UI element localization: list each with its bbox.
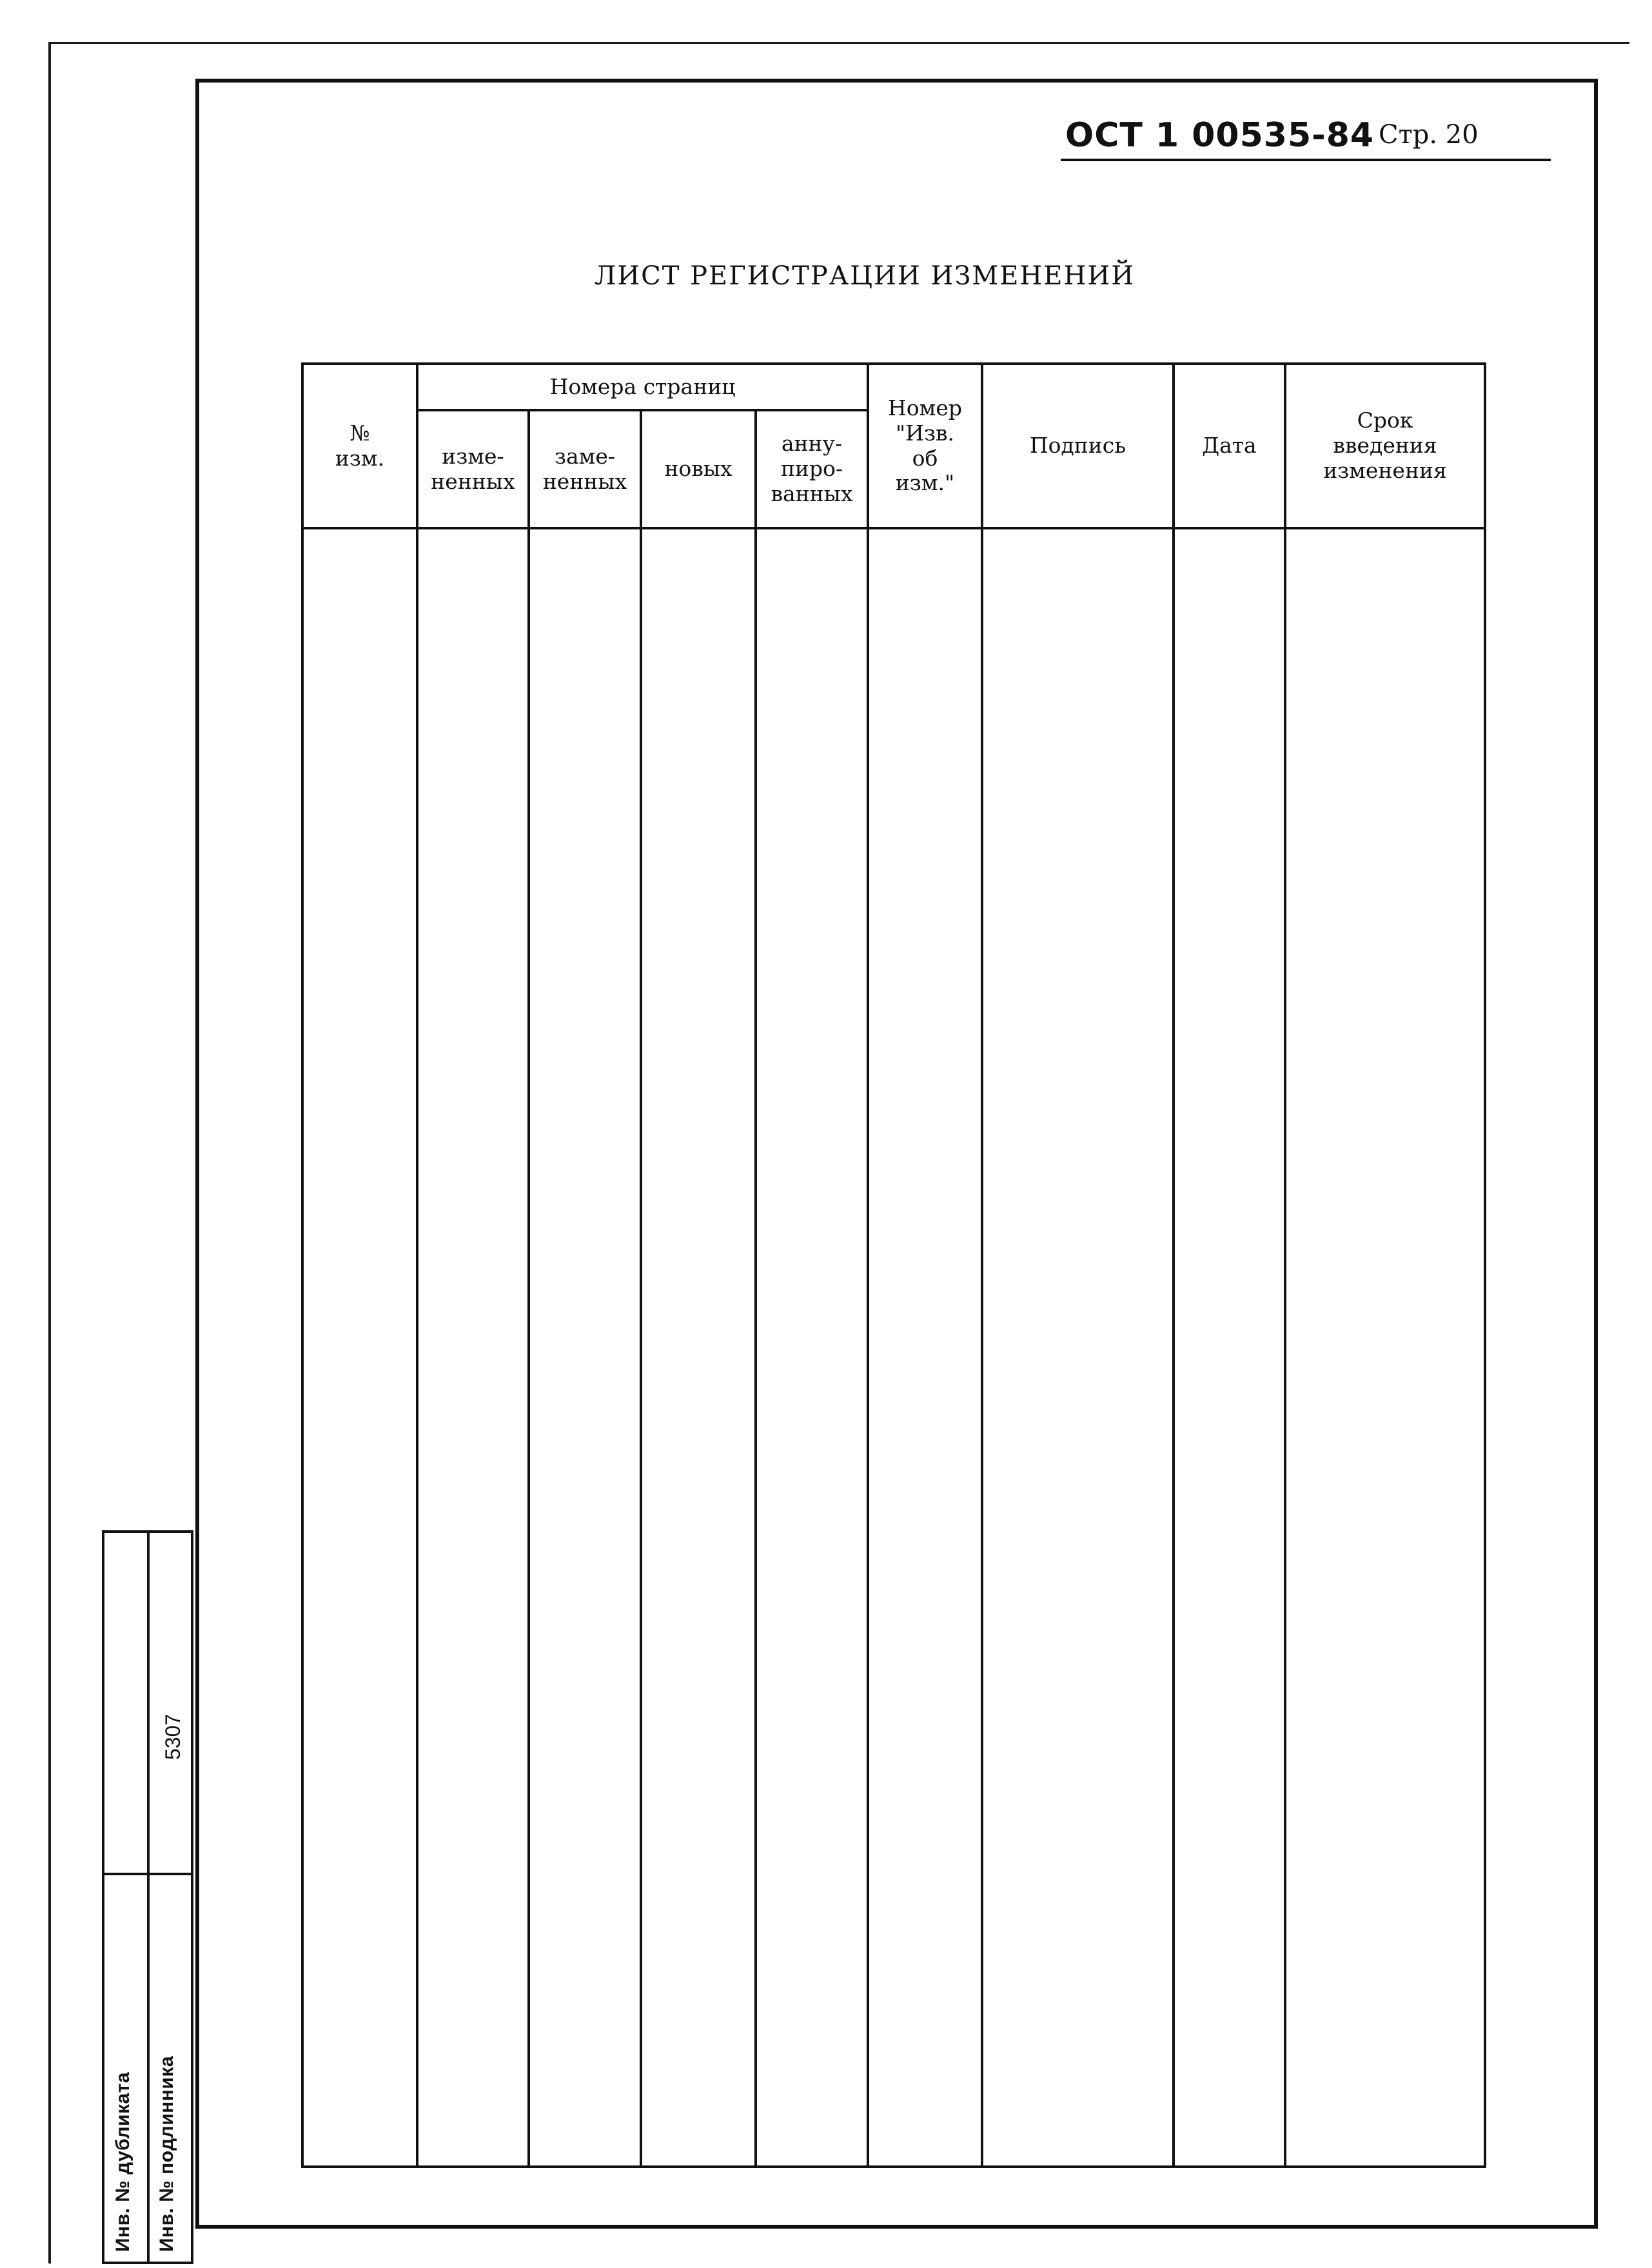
inventory-number: 5307 <box>161 1713 184 1760</box>
stamp-divider-vertical <box>147 1533 150 2262</box>
cell-replaced-pages <box>529 528 641 2167</box>
cell-notice-number <box>868 528 982 2167</box>
group-page-numbers: Номера страниц <box>417 364 868 410</box>
col-date: Дата <box>1174 364 1285 528</box>
col-notice-number: Номер "Изв. об изм." <box>868 364 982 528</box>
cell-signature <box>982 528 1174 2167</box>
original-inventory-label: Инв. № подлинника <box>156 2055 177 2252</box>
col-new-pages: новых <box>641 410 756 528</box>
col-changed-pages: изме- ненных <box>417 410 529 528</box>
change-registration-table <box>301 362 1486 2168</box>
header-underline <box>1061 159 1551 161</box>
cell-new-pages <box>641 528 756 2167</box>
duplicate-inventory-label: Инв. № дубликата <box>112 2071 133 2252</box>
cell-annulled-pages <box>756 528 868 2167</box>
cell-effective-date <box>1285 528 1485 2167</box>
col-annulled-pages: анну- пиро- ванных <box>756 410 868 528</box>
cell-change-number <box>302 528 417 2167</box>
page-number: Стр. 20 <box>1379 120 1479 150</box>
inventory-stamp-block <box>102 1530 193 2264</box>
cell-date <box>1174 528 1285 2167</box>
col-change-number: № изм. <box>302 364 417 528</box>
cell-changed-pages <box>417 528 529 2167</box>
col-signature: Подпись <box>982 364 1174 528</box>
table-row <box>302 528 1485 2167</box>
col-effective-date: Срок введения изменения <box>1285 364 1485 528</box>
document-code: ОСТ 1 00535-84 <box>1065 116 1375 155</box>
sheet-title: ЛИСТ РЕГИСТРАЦИИ ИЗМЕНЕНИЙ <box>594 261 1136 291</box>
stamp-divider-horizontal <box>104 1873 191 1875</box>
col-replaced-pages: заме- ненных <box>529 410 641 528</box>
